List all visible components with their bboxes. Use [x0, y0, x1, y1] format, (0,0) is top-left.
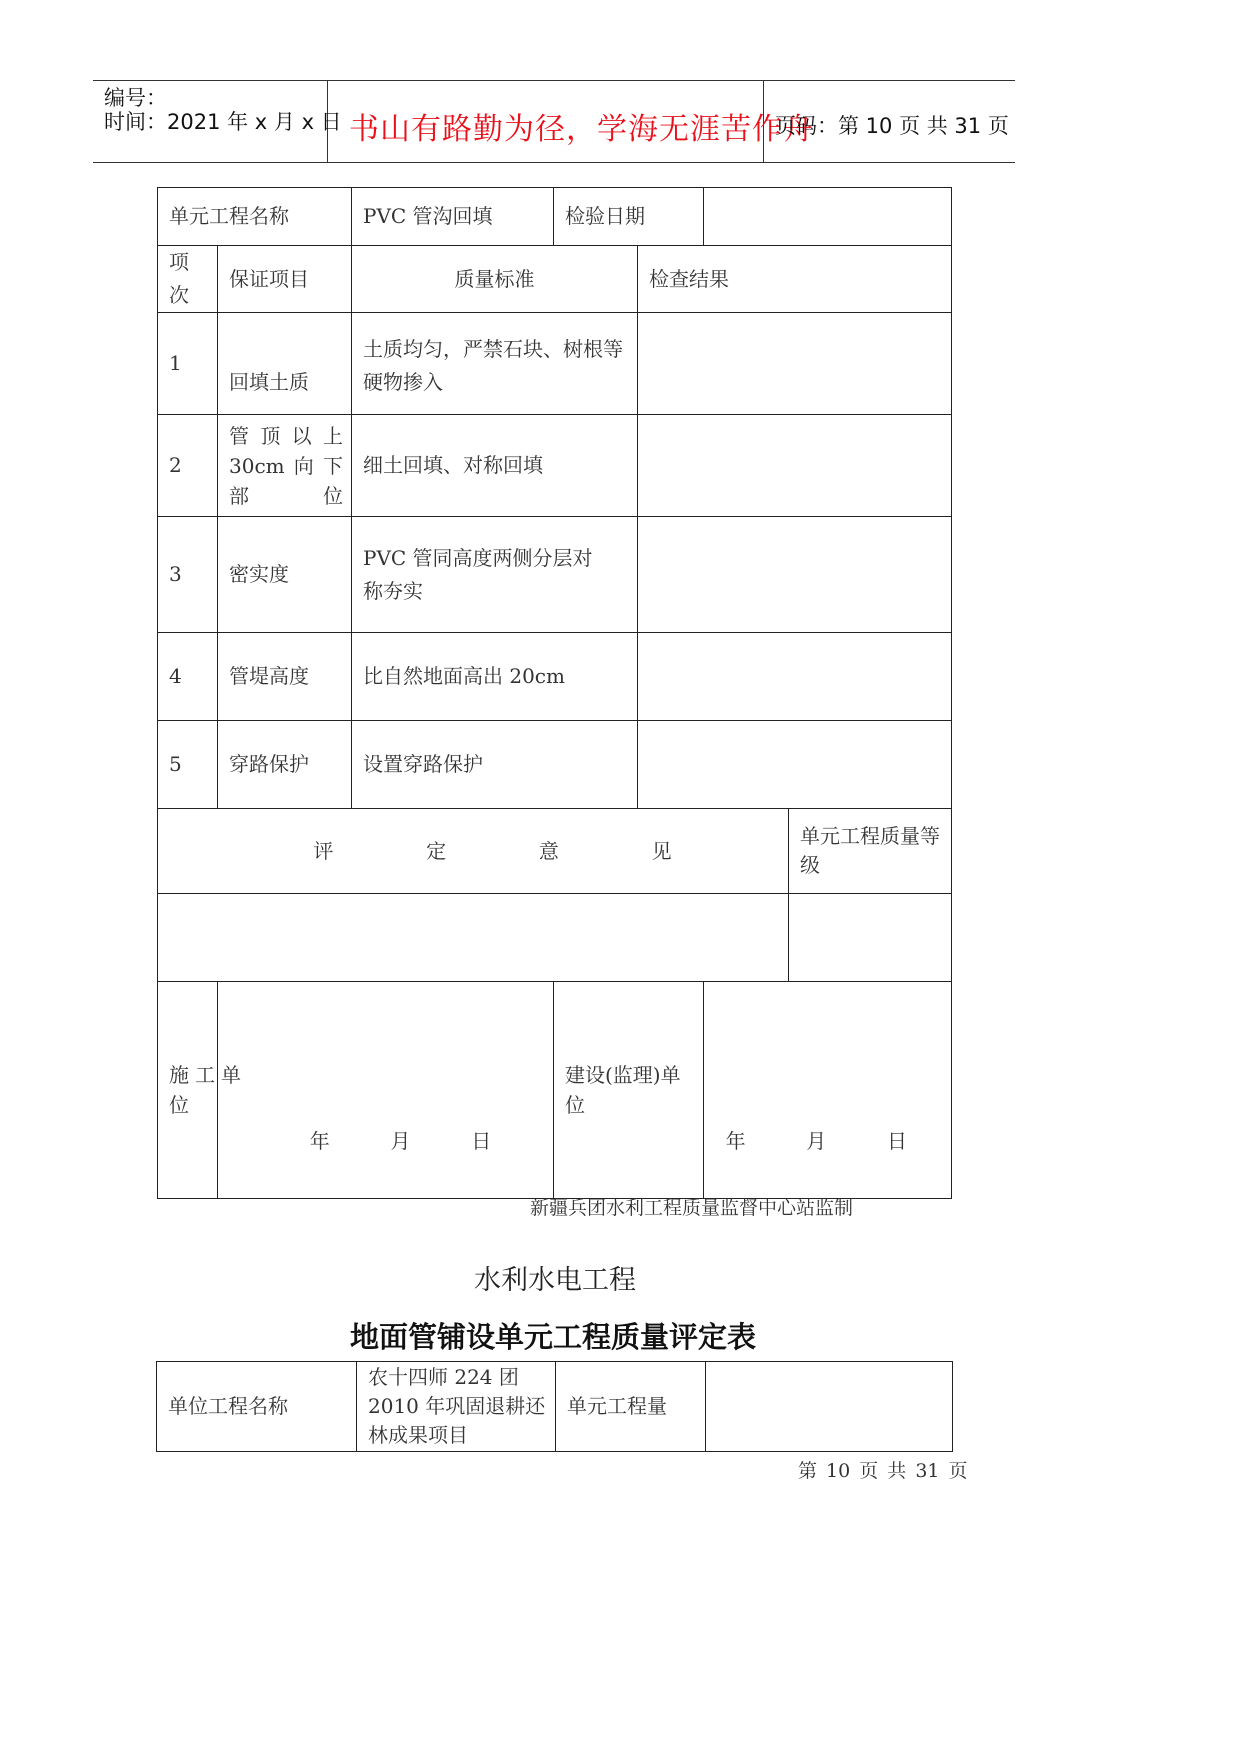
row-item: 回填土质: [218, 313, 352, 415]
grade-label: 单元工程质量等级: [789, 809, 952, 894]
table-row: [158, 415, 952, 517]
builder-sign-cell: [218, 982, 554, 1199]
row-standard: PVC 管同高度两侧分层对称夯实: [352, 517, 638, 633]
quantity-label: 单元工程量: [556, 1362, 706, 1452]
row-result: [638, 313, 952, 415]
inspect-date-value: [704, 188, 952, 246]
supervisor-label: 建设(监理)单位: [565, 1063, 681, 1117]
header-bottom-rule: [93, 162, 1015, 163]
table-row: [158, 894, 952, 982]
table-row: [157, 1362, 953, 1452]
row-index: 5: [158, 721, 218, 809]
section-title-large: 地面管铺设单元工程质量评定表: [349, 1320, 756, 1354]
row-item: 管顶以上30cm向下部位: [218, 415, 352, 517]
row-index: 2: [158, 415, 218, 517]
header-top-rule: [93, 80, 1015, 81]
opinion-label-text: 评 定 意 见: [313, 838, 672, 863]
quantity-value: [706, 1362, 953, 1452]
col-index-header: 项次: [158, 246, 218, 313]
page-footer: 第 10 页 共 31 页: [798, 1460, 968, 1482]
row-result: [638, 633, 952, 721]
builder-label: 施工单位: [169, 1063, 241, 1117]
pipe-laying-table: [156, 1361, 953, 1452]
header-page-label: 页码：第 10 页 共 31 页: [775, 114, 1009, 138]
grade-value: [789, 894, 952, 982]
row-result: [638, 415, 952, 517]
table-row: [158, 188, 952, 246]
header-time-label: 时间：2021 年 x 月 x 日: [104, 110, 342, 134]
row-standard: 土质均匀，严禁石块、树根等硬物掺入: [352, 313, 638, 415]
section-title-small: 水利水电工程: [474, 1265, 636, 1296]
opinion-label: [158, 809, 789, 894]
table-row: [158, 809, 952, 894]
opinion-value: [158, 894, 789, 982]
row-index: 1: [158, 313, 218, 415]
unit-project-value: 农十四师 224 团 2010 年巩固退耕还林成果项目: [357, 1362, 556, 1452]
table-row: [158, 721, 952, 809]
row-standard: 设置穿路保护: [352, 721, 638, 809]
unit-name-label: 单元工程名称: [158, 188, 352, 246]
builder-cell: [158, 982, 241, 1199]
inspect-date-label: 检验日期: [554, 188, 704, 246]
row-item: 管堤高度: [218, 633, 352, 721]
row-result: [638, 721, 952, 809]
col-result-header: 检查结果: [638, 246, 952, 313]
supervision-note: 新疆兵团水利工程质量监督中心站监制: [530, 1197, 854, 1219]
header-motto: 书山有路勤为径，学海无涯苦作舟: [349, 112, 814, 147]
col-item-header: 保证项目: [218, 246, 352, 313]
supervisor-sign-cell: [704, 982, 952, 1199]
unit-project-label: 单位工程名称: [157, 1362, 357, 1452]
table-row: [158, 246, 952, 313]
row-standard: 比自然地面高出 20cm: [352, 633, 638, 721]
row-item: 密实度: [218, 517, 352, 633]
row-index: 4: [158, 633, 218, 721]
row-result: [638, 517, 952, 633]
table-row: [158, 517, 952, 633]
col-standard-header: 质量标准: [352, 246, 638, 313]
table-row: [158, 313, 952, 415]
supervisor-date-label: 年 月 日: [725, 1129, 907, 1153]
table-row: [158, 982, 952, 1199]
table-row: [158, 633, 952, 721]
row-item: 穿路保护: [218, 721, 352, 809]
unit-name-value: PVC 管沟回填: [352, 188, 554, 246]
row-standard: 细土回填、对称回填: [352, 415, 638, 517]
row-index: 3: [158, 517, 218, 633]
backfill-table: [157, 187, 952, 1199]
supervisor-cell: [554, 982, 704, 1199]
header-number-label: 编号：: [104, 86, 167, 110]
builder-date-label: 年 月 日: [309, 1129, 492, 1153]
